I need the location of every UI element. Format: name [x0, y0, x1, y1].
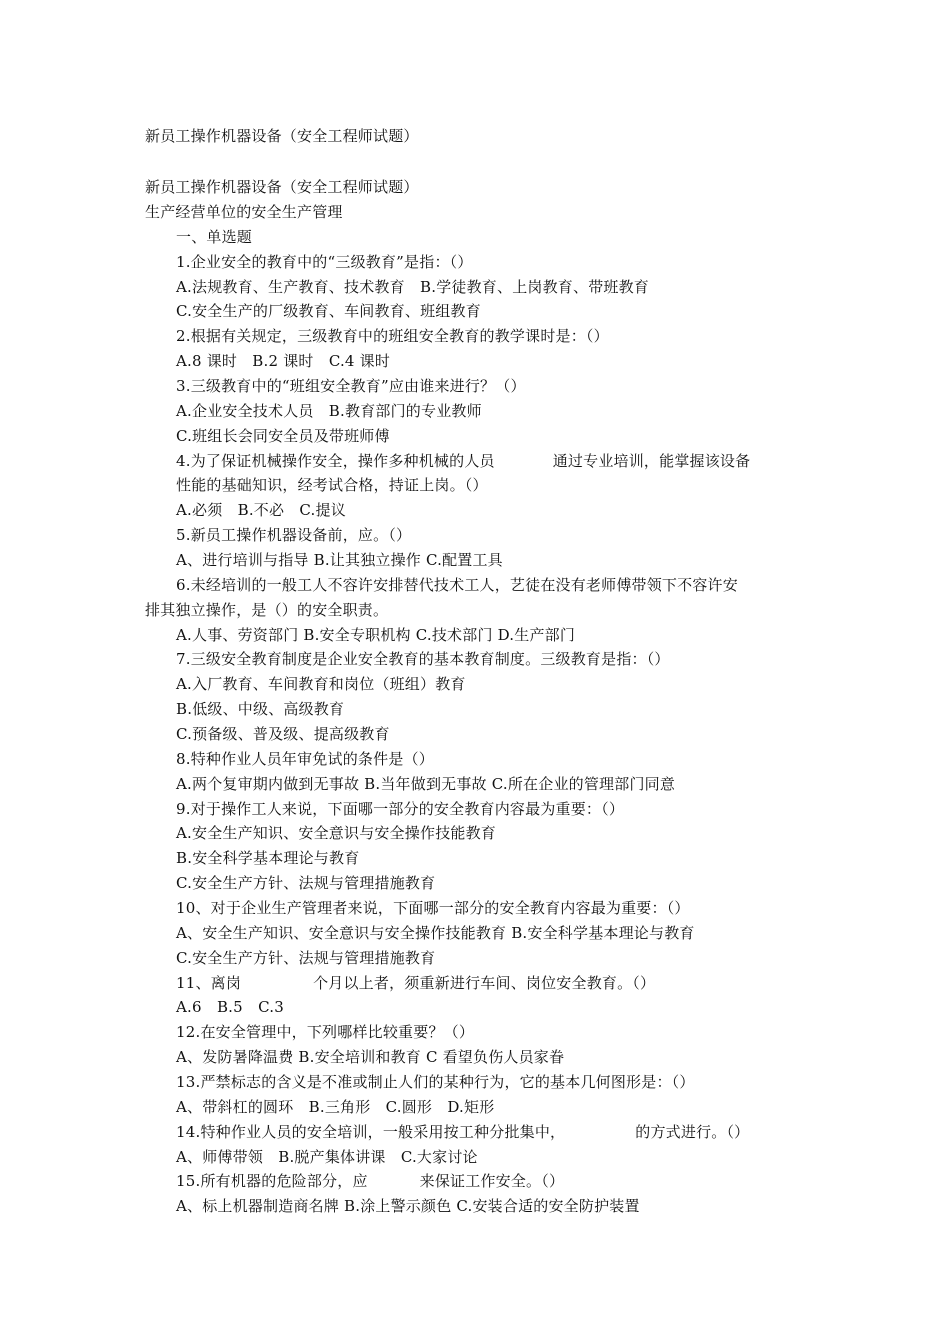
option-line: A、进行培训与指导 B.让其独立操作 C.配置工具 — [176, 551, 503, 569]
question-line: 6.未经培训的一般工人不容许安排替代技术工人，艺徒在没有老师傅带领下不容许安 — [176, 576, 738, 594]
question-text: 通过专业培训，能掌握该设备 — [552, 452, 751, 470]
option-line: A.两个复审期内做到无事故 B.当年做到无事故 C.所在企业的管理部门同意 — [176, 775, 676, 793]
option-line: C.安全生产方针、法规与管理措施教育 — [176, 874, 436, 892]
question-text: 14.特种作业人员的安全培训，一般采用按工种分批集中， — [176, 1123, 566, 1141]
document-top-title: 新员工操作机器设备（安全工程师试题） — [145, 127, 419, 145]
option-line: C.安全生产的厂级教育、车间教育、班组教育 — [176, 302, 481, 320]
question-line: 排其独立操作，是（）的安全职责。 — [145, 601, 389, 619]
option-line: C.安全生产方针、法规与管理措施教育 — [176, 949, 436, 967]
option-line: A、标上机器制造商名牌 B.涂上警示颜色 C.安装合适的安全防护装置 — [176, 1197, 640, 1215]
option-line: A.企业安全技术人员 B.教育部门的专业教师 — [176, 402, 482, 420]
option-line: A.6 B.5 C.3 — [176, 998, 284, 1016]
option-line: A、安全生产知识、安全意识与安全操作技能教育 B.安全科学基本理论与教育 — [176, 924, 695, 942]
option-line: A.安全生产知识、安全意识与安全操作技能教育 — [176, 824, 497, 842]
question-line: 3.三级教育中的“班组安全教育”应由谁来进行？（） — [176, 377, 526, 395]
question-line: 性能的基础知识，经考试合格，持证上岗。（） — [176, 476, 488, 494]
question-line: 8.特种作业人员年审免试的条件是（） — [176, 750, 434, 768]
question-line: 10、对于企业生产管理者来说，下面哪一部分的安全教育内容最为重要：（） — [176, 899, 690, 917]
question-line: 9.对于操作工人来说，下面哪一部分的安全教育内容最为重要：（） — [176, 800, 625, 818]
section-heading: 一、单选题 — [176, 228, 253, 246]
question-line — [176, 451, 846, 471]
question-text: 的方式进行。（） — [635, 1123, 750, 1141]
question-text: 11、离岗 — [176, 974, 242, 992]
question-text: 个月以上者，须重新进行车间、岗位安全教育。（） — [313, 974, 656, 992]
document-subtitle: 生产经营单位的安全生产管理 — [145, 203, 343, 221]
option-line: A、带斜杠的圆环 B.三角形 C.圆形 D.矩形 — [176, 1098, 495, 1116]
question-line: 12.在安全管理中，下列哪样比较重要？（） — [176, 1023, 475, 1041]
question-text: 4.为了保证机械操作安全，操作多种机械的人员 — [176, 452, 495, 470]
option-line: B.安全科学基本理论与教育 — [176, 849, 360, 867]
option-line: A.8 课时 B.2 课时 C.4 课时 — [176, 352, 391, 370]
option-line: A、发防暑降温费 B.安全培训和教育 C 看望负伤人员家眷 — [176, 1048, 565, 1066]
question-line: 2.根据有关规定，三级教育中的班组安全教育的教学课时是：（） — [176, 327, 609, 345]
question-line — [176, 1122, 846, 1142]
question-text: 来保证工作安全。（） — [419, 1172, 565, 1190]
question-line: 7.三级安全教育制度是企业安全教育的基本教育制度。三级教育是指：（） — [176, 650, 670, 668]
question-text: 15.所有机器的危险部分，应 — [176, 1172, 368, 1190]
document-title: 新员工操作机器设备（安全工程师试题） — [145, 178, 419, 196]
option-line: A.人事、劳资部门 B.安全专职机构 C.技术部门 D.生产部门 — [176, 626, 576, 644]
question-line: 13.严禁标志的含义是不准或制止人们的某种行为，它的基本几何图形是：（） — [176, 1073, 695, 1091]
option-line: A.法规教育、生产教育、技术教育 B.学徒教育、上岗教育、带班教育 — [176, 278, 649, 296]
question-line — [176, 1171, 846, 1191]
option-line: B.低级、中级、高级教育 — [176, 700, 345, 718]
question-line: 1.企业安全的教育中的“三级教育”是指：（） — [176, 253, 473, 271]
question-line — [176, 973, 846, 993]
option-line: C.班组长会同安全员及带班师傅 — [176, 427, 390, 445]
option-line: A.必须 B.不必 C.提议 — [176, 501, 346, 519]
option-line: A、师傅带领 B.脱产集体讲课 C.大家讨论 — [176, 1148, 478, 1166]
option-line: A.入厂教育、车间教育和岗位（班组）教育 — [176, 675, 466, 693]
question-line: 5.新员工操作机器设备前，应。（） — [176, 526, 412, 544]
option-line: C.预备级、普及级、提高级教育 — [176, 725, 390, 743]
